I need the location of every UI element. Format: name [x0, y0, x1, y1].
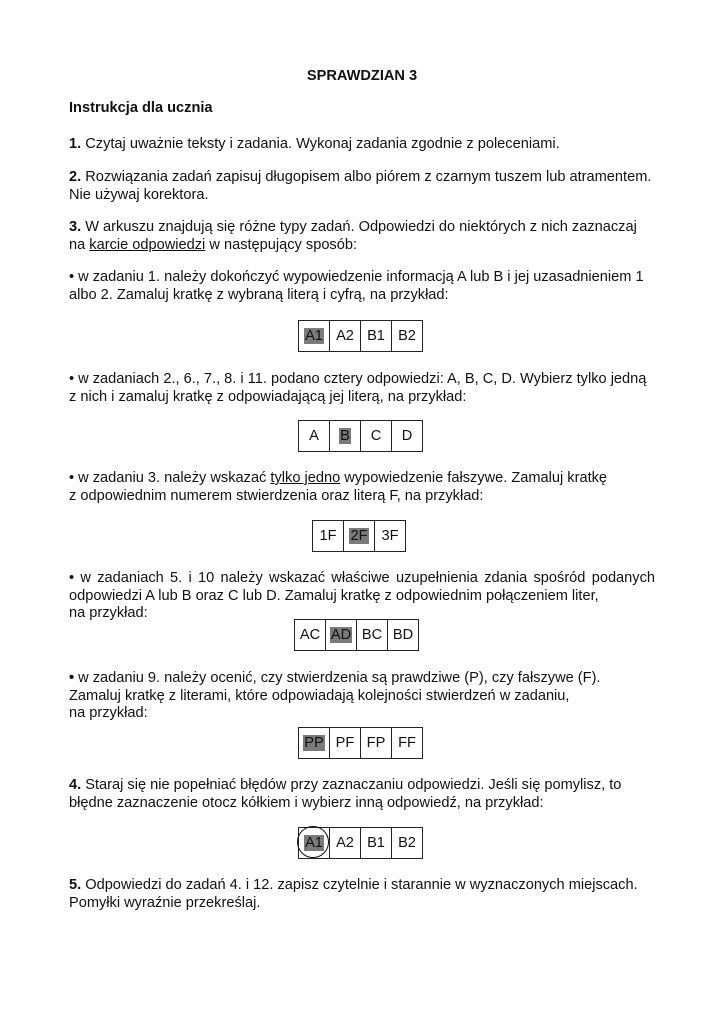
answer-box	[361, 828, 392, 858]
answer-box	[299, 421, 330, 451]
answer-card-text: karcie odpowiedzi	[89, 236, 206, 253]
instruction-2-number: 2.	[69, 169, 82, 185]
answer-box-label: FF	[398, 735, 416, 751]
answer-box	[375, 521, 405, 551]
bullet-task-1	[69, 269, 655, 304]
example-boxes-task-1	[298, 320, 423, 352]
answer-box	[361, 421, 392, 451]
answer-box	[361, 321, 392, 351]
answer-box-label: A2	[336, 835, 354, 851]
answer-box-label: PF	[335, 735, 355, 751]
bullet-task-5	[69, 570, 655, 623]
answer-box-label: 3F	[381, 528, 399, 544]
answer-box	[330, 321, 361, 351]
bullet-task-1-line2: albo 2. Zamaluj kratkę z wybraną literą i cyfrą, na przykład:	[69, 286, 449, 303]
instruction-2-line1: Rozwiązania zadań zapisuj długopisem albo piórem z czarnym tuszem lub atramentem.	[81, 169, 652, 185]
answer-box-label: BD	[392, 627, 414, 643]
answer-box-label-filled: A1	[305, 328, 323, 344]
answer-box	[295, 620, 326, 650]
answer-box	[392, 421, 422, 451]
answer-box-label: A	[309, 428, 319, 444]
section-heading: Instrukcja dla ucznia	[69, 100, 213, 116]
instruction-3	[69, 219, 655, 254]
instruction-2	[69, 169, 655, 204]
answer-box-label: D	[401, 428, 413, 444]
answer-box-label: B2	[398, 835, 416, 851]
example-boxes-task-3	[312, 520, 406, 552]
answer-box-label: FP	[366, 735, 386, 751]
answer-box	[361, 728, 392, 758]
instruction-1	[69, 136, 655, 154]
answer-box	[392, 828, 422, 858]
bullet-task-2-line1: • w zadaniach 2., 6., 7., 8. i 11. podano cztery odpowiedzi: A, B, C, D. Wybierz tylko jedną	[69, 371, 647, 387]
example-boxes-correction	[298, 827, 423, 859]
example-boxes-task-9	[298, 727, 423, 759]
bullet-task-9	[69, 670, 655, 723]
answer-box-label: C	[370, 428, 382, 444]
answer-box-label: B1	[367, 328, 385, 344]
bullet-task-9-bullet: •	[69, 670, 75, 686]
answer-box	[388, 620, 418, 650]
answer-box-label: 1F	[319, 528, 337, 544]
bullet-task-1-line1: • w zadaniu 1. należy dokończyć wypowiedzenie informacją A lub B i jej uzasadnieniem 1	[69, 269, 644, 285]
instruction-4-line1: Staraj się nie popełniać błędów przy zaznaczaniu odpowiedzi. Jeśli się pomylisz, to	[81, 777, 622, 793]
bullet-task-9-line3: na przykład:	[69, 705, 148, 721]
instruction-2-line2: Nie używaj korektora.	[69, 186, 209, 203]
bullet-task-5-line1: • w zadaniach 5. i 10 należy wskazać właściwe uzupełnienia zdania spośród podanych	[69, 570, 655, 586]
instruction-5-line2: Pomyłki wyraźnie przekreślaj.	[69, 894, 261, 911]
answer-box	[313, 521, 344, 551]
answer-box-label: BC	[361, 627, 383, 643]
answer-box-label-filled: B	[340, 428, 350, 444]
answer-box-label: B1	[367, 835, 385, 851]
instruction-4	[69, 777, 655, 812]
instruction-5-line1: Odpowiedzi do zadań 4. i 12. zapisz czytelnie i starannie w wyznaczonych miejscach.	[81, 877, 638, 893]
instruction-4-number: 4.	[69, 777, 82, 793]
answer-box	[357, 620, 388, 650]
answer-box	[299, 728, 330, 758]
bullet-task-9-line1: w zadaniu 9. należy ocenić, czy stwierdzenia są prawdziwe (P), czy fałszywe (F).	[74, 670, 601, 686]
bullet-task-3	[69, 470, 655, 505]
answer-box	[344, 521, 375, 551]
page-title: SPRAWDZIAN 3	[306, 68, 418, 84]
answer-box-label-filled: A1	[305, 835, 323, 851]
bullet-task-3-line1-post: wypowiedzenie fałszywe. Zamaluj kratkę	[340, 470, 608, 486]
answer-box-label: B2	[398, 328, 416, 344]
answer-box	[326, 620, 357, 650]
answer-box	[330, 421, 361, 451]
bullet-task-2-line2: z nich i zamaluj kratkę z odpowiadającą jej literą, na przykład:	[69, 388, 467, 405]
answer-box	[299, 828, 330, 858]
correction-circle-icon	[297, 826, 329, 858]
answer-box	[299, 321, 330, 351]
only-one-text: tylko jedno	[270, 470, 341, 486]
answer-box-label: A2	[336, 328, 354, 344]
example-boxes-task-2	[298, 420, 423, 452]
bullet-task-5-line2: odpowiedzi A lub B oraz C lub D. Zamaluj kratkę z odpowiednim połączeniem liter,	[69, 587, 599, 604]
answer-box	[392, 728, 422, 758]
answer-box	[392, 321, 422, 351]
answer-box-label-filled: 2F	[350, 528, 368, 544]
instruction-4-line2: błędne zaznaczenie otocz kółkiem i wybierz inną odpowiedź, na przykład:	[69, 794, 544, 811]
instruction-5-number: 5.	[69, 877, 82, 893]
answer-box	[330, 728, 361, 758]
example-boxes-task-5	[294, 619, 419, 651]
instruction-3-number: 3.	[69, 219, 82, 235]
instruction-1-number: 1.	[69, 136, 82, 152]
answer-box-label: AC	[299, 627, 321, 643]
instruction-3-line2-pre: na	[69, 236, 90, 253]
answer-box-label-filled: AD	[330, 627, 352, 643]
bullet-task-3-line1-pre: • w zadaniu 3. należy wskazać	[69, 470, 271, 486]
bullet-task-5-line3: na przykład:	[69, 605, 148, 621]
answer-box-label-filled: PP	[304, 735, 324, 751]
bullet-task-3-line2: z odpowiednim numerem stwierdzenia oraz literą F, na przykład:	[69, 487, 484, 504]
instruction-1-text: Czytaj uważnie teksty i zadania. Wykonaj zadania zgodnie z poleceniami.	[81, 136, 560, 152]
answer-box	[330, 828, 361, 858]
instruction-5	[69, 877, 655, 912]
instruction-3-line2-post: w następujący sposób:	[205, 236, 358, 253]
bullet-task-9-line2: Zamaluj kratkę z literami, które odpowiadają kolejności stwierdzeń w zadaniu,	[69, 687, 570, 704]
bullet-task-2	[69, 371, 655, 406]
instruction-3-line1: W arkuszu znajdują się różne typy zadań. Odpowiedzi do niektórych z nich zaznaczaj	[81, 219, 637, 235]
